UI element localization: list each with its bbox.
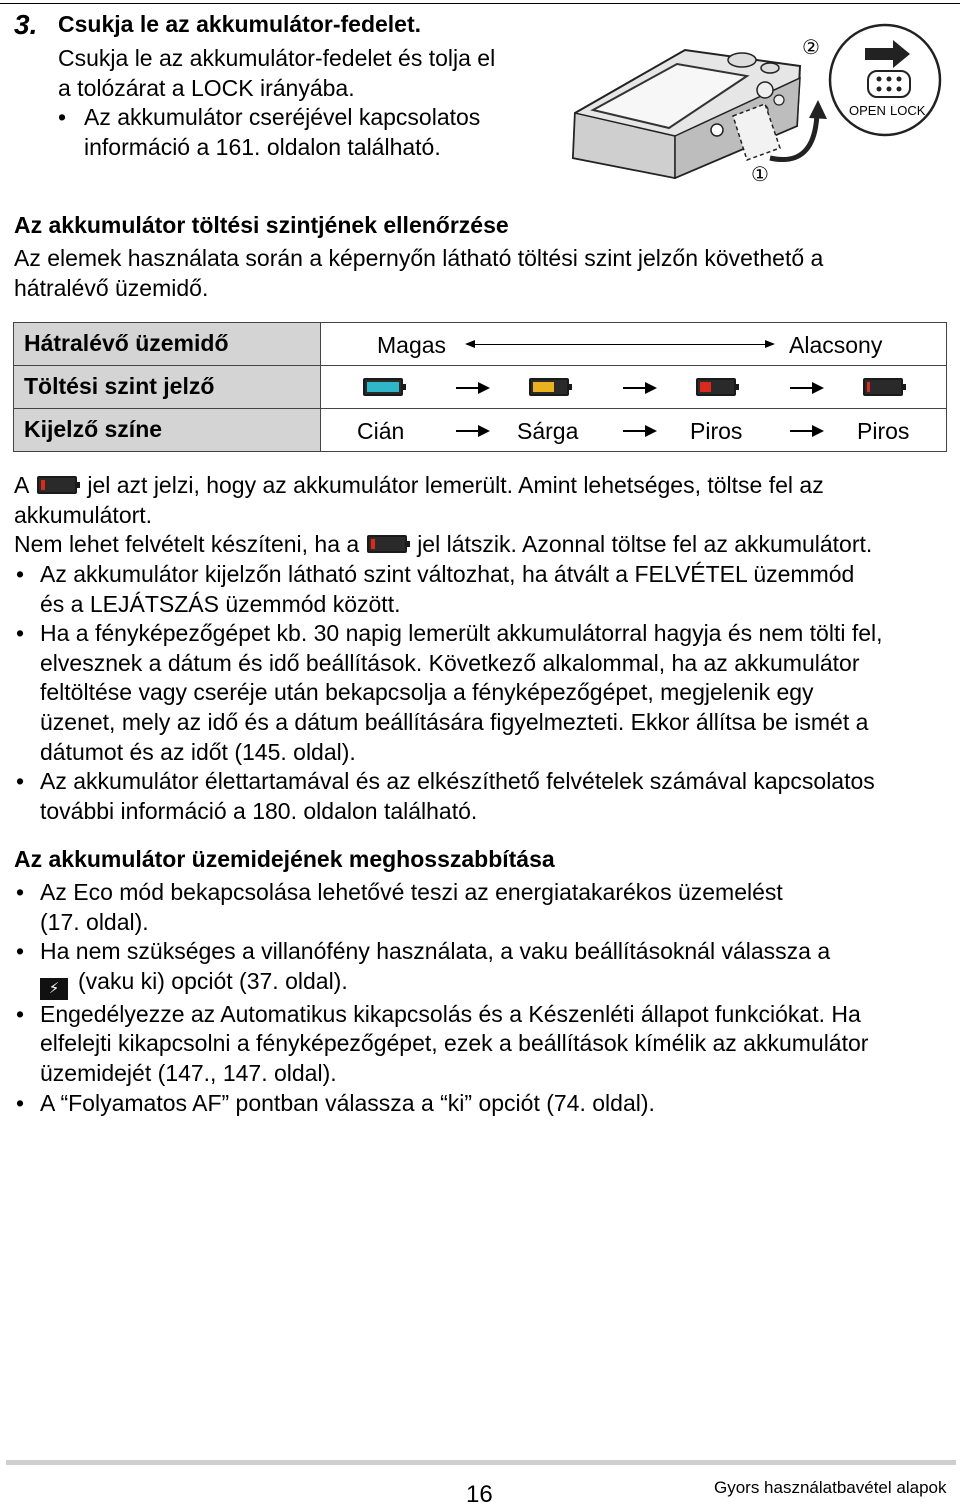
step-number: 3. bbox=[14, 9, 38, 40]
list-item: • Az akkumulátor kijelzőn látható szint változhat, ha átvált a FELVÉTEL üzemmód és a LEJÁTSZÁS üzemmód között. bbox=[16, 561, 855, 617]
low-label: Alacsony bbox=[789, 332, 883, 358]
arrow-icon bbox=[623, 387, 655, 389]
row-label-color: Kijelző színe bbox=[14, 409, 321, 452]
battery-empty-icon bbox=[367, 535, 409, 555]
list-item: • Engedélyezze az Automatikus kikapcsolás és a Készenléti állapot funkciókat. Ha elfelejti kikapcsolni a fényképezőgépet, ezek a beállítások kímélik az akkumulátor üzemidejét (147., 147. oldal). bbox=[16, 1000, 869, 1086]
flash-off-icon: ⚡ bbox=[40, 978, 68, 1000]
battery-empty-icon bbox=[37, 476, 79, 496]
arrow-icon bbox=[623, 430, 655, 432]
marker-2: ② bbox=[802, 35, 820, 59]
color-yellow: Sárga bbox=[517, 418, 579, 444]
battery-full-icon bbox=[363, 378, 403, 396]
camera-battery-cover-illustration bbox=[565, 18, 950, 188]
row-label-indicator: Töltési szint jelző bbox=[14, 366, 321, 409]
page-number: 16 bbox=[466, 1481, 493, 1508]
battery-level-table bbox=[13, 322, 947, 452]
list-item: • Az akkumulátor élettartamával és az elkészíthető felvételek számával kapcsolatos további információ a 180. oldalon található. bbox=[16, 768, 875, 824]
step-line: a tolózárat a LOCK irányába. bbox=[58, 74, 355, 101]
open-label: OPEN bbox=[849, 103, 886, 118]
step-line: Csukja le az akkumulátor-fedelet és tolja el bbox=[58, 45, 496, 71]
list-item: • Az Eco mód bekapcsolása lehetővé teszi az energiatakarékos üzemelést (17. oldal). bbox=[16, 879, 783, 935]
table-row bbox=[14, 323, 947, 366]
notes-list bbox=[14, 560, 944, 826]
extend-heading: Az akkumulátor üzemidejének meghosszabbítása bbox=[14, 846, 555, 872]
arrow-icon bbox=[456, 430, 488, 432]
arrow-icon bbox=[456, 387, 488, 389]
empty-note: A jel azt jelzi, hogy az akkumulátor lemerült. Amint lehetséges, töltse fel az akkumulátort. Nem lehet felvételt készíteni, ha a jel látszik. Azonnal töltse fel az akkumulátort. bbox=[14, 472, 873, 558]
color-cell bbox=[321, 409, 947, 452]
step-title: Csukja le az akkumulátor-fedelet. bbox=[58, 11, 422, 37]
footer-title: Gyors használatbavétel alapok bbox=[714, 1478, 947, 1497]
step-bullet: • Az akkumulátor cseréjével kapcsolatos információ a 161. oldalon található. bbox=[58, 104, 481, 160]
table-row bbox=[14, 409, 947, 452]
battery-low-icon bbox=[696, 378, 736, 396]
check-heading: Az akkumulátor töltési szintjének ellenőrzése bbox=[14, 212, 509, 238]
step-text bbox=[58, 44, 558, 162]
table-row bbox=[14, 366, 947, 409]
footer-rule bbox=[6, 1460, 956, 1465]
list-item: • A “Folyamatos AF” pontban válassza a “ki” opciót (74. oldal). bbox=[16, 1089, 655, 1116]
battery-medium-icon bbox=[529, 378, 569, 396]
list-item: • Ha a fényképezőgépet kb. 30 napig lemerült akkumulátorral hagyja és nem tölti fel, elvesznek a dátum és idő beállítások. Következő alkalommal, ha az akkumulátor feltöltése vagy cseréje után bekapcsolja a fényképezőgépet, megjelenik egy üzenet, mely az idő és a dátum beállítására figyelmezteti. Ekkor állítsa be ismét a dátumot és az időt (145. oldal). bbox=[16, 620, 883, 765]
marker-1: ① bbox=[751, 162, 769, 186]
arrow-icon bbox=[790, 387, 822, 389]
double-arrow bbox=[467, 344, 773, 345]
remaining-cell bbox=[321, 323, 947, 366]
lock-label: LOCK bbox=[890, 103, 926, 118]
row-label-remaining: Hátralévő üzemidő bbox=[14, 323, 321, 366]
indicator-cell bbox=[321, 366, 947, 409]
arrow-icon bbox=[790, 430, 822, 432]
top-rule bbox=[0, 3, 960, 4]
color-red-2: Piros bbox=[857, 418, 910, 444]
high-label: Magas bbox=[377, 332, 447, 358]
check-intro: Az elemek használata során a képernyőn látható töltési szint jelzőn követhető a hátralévő üzemidő. bbox=[14, 245, 824, 301]
list-item: • Ha nem szükséges a villanófény használata, a vaku beállításoknál válassza a ⚡ (vaku ki) opciót (37. oldal). bbox=[14, 937, 944, 1000]
battery-empty-icon bbox=[863, 378, 903, 396]
extend-list bbox=[14, 878, 944, 1118]
color-cyan: Cián bbox=[357, 418, 405, 444]
color-red: Piros bbox=[690, 418, 743, 444]
